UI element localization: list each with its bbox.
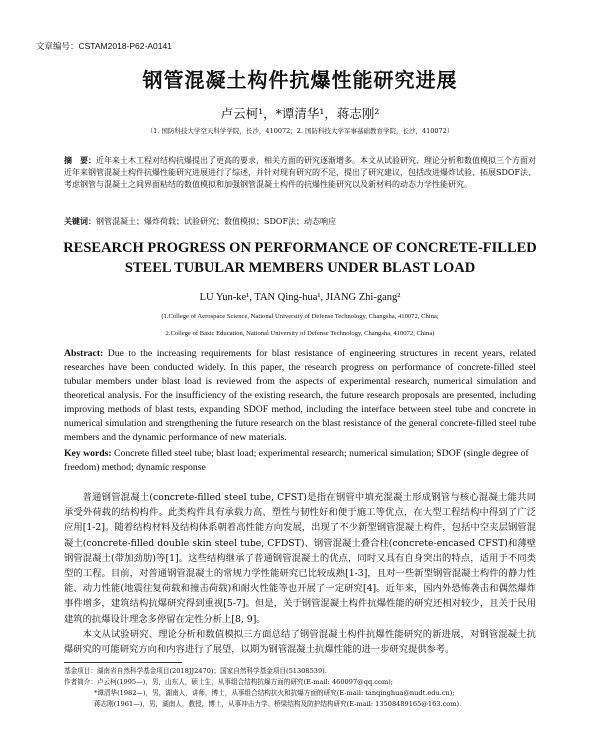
english-abstract xyxy=(64,347,536,445)
chinese-keywords-text: 钢管混凝土；爆炸荷载；试验研究；数值模拟；SDOF法；动态响应 xyxy=(96,217,337,226)
footnote-author-3: 蒋志刚(1961—)，男，湖南人，教授，博士，从事冲击力学、桥梁结构及防护结构研究(E-mail: 13508489165@163.com). xyxy=(94,700,462,708)
english-keywords-label: Key words: xyxy=(64,448,112,459)
footnote-author-1: 作者简介：卢云柯(1995—)，男，山东人，硕士生，从事组合结构抗爆方面的研究(E-mail: 460097@qq.com); xyxy=(64,678,393,686)
chinese-abstract xyxy=(64,154,536,191)
footnote-fund: 基金项目：湖南省自然科学基金项目(2018JJ2470)；国家自然科学基金项目(51308539). xyxy=(64,667,327,675)
chinese-title: 钢管混凝土构件抗爆性能研究进展 xyxy=(142,68,458,92)
english-authors: LU Yun-ke¹, TAN Qing-hua¹, JIANG Zhi-gang² xyxy=(199,292,401,303)
body-paragraph-1: 普通钢管混凝土(concrete-filled steel tube, CFST)是指在钢管中填充混凝土形成钢管与核心混凝土能共同承受外荷载的结构构件。此类构件具有承载力高、塑性与韧性好和便于施工等优点，在大型工程结构中得到了广泛应用[1-2]。随着结构材料及结构体系朝着高性能方向发展，出现了不少新型钢管混凝土构件，包括中空夹层钢管混凝土(concrete-filled double skin steel tube, CFDST)、钢管混凝土叠合柱(concrete-encased CFST)和薄壁钢管混凝土(带加劲肋)等[1]。这些结构继承了普通钢管混凝土的优点，同时又具有自身突出的特点，适用于不同类型的工程。目前，对普通钢管混凝土的常规力学性能研究已比较成熟[1-3]，且对一些新型钢管混凝土构件的静力性能、动力性能(地震往复荷载和撞击荷载)和耐火性能等也开展了一定研究[4]。近年来，国内外恐怖袭击和偶然爆炸事件增多，建筑结构抗爆研究得到重视[5-7]。但是，关于钢管混凝土构件抗爆性能的研究还相对较少，且关于民用建筑的抗爆设计理念多停留在定性分析上[8, 9]。 xyxy=(64,492,536,625)
footnotes xyxy=(64,666,544,710)
body-text xyxy=(64,490,536,657)
english-title xyxy=(0,238,600,278)
chinese-abstract-label: 摘 要： xyxy=(64,155,96,165)
chinese-authors: 卢云柯¹，*谭清华¹，蒋志刚² xyxy=(220,106,380,121)
english-affiliation-1: (1.College of Aerospace Science, National University of Defense Technology, Changsha, 410072, China; xyxy=(161,313,439,320)
chinese-abstract-text: 近年来土木工程对结构抗爆提出了更高的要求，相关方面的研究逐渐增多。本文从试验研究、理论分析和数值模拟三个方面对近年来钢管混凝土构件抗爆性能研究进展进行了综述，并针对现有研究的不足，提出了研究建议，包括改进爆炸试验、拓展SDOF法、考虑钢管与混凝土之间界面粘结的数值模拟和加强钢管混凝土构件的抗爆性能研究以及新材料的动态力学性能研究。 xyxy=(64,156,536,189)
chinese-keywords-label: 关键词： xyxy=(64,216,96,226)
body-paragraph-2: 本文从试验研究、理论分析和数值模拟三方面总结了钢管混凝土构件抗爆性能研究的新进展，对钢管混凝土抗爆研究的可能研究方向和内容进行了展望，以期为钢管混凝土抗爆性能的进一步研究提供参考。 xyxy=(64,628,536,656)
english-affiliations xyxy=(0,308,600,342)
chinese-affiliations: （1. 国防科技大学空天科学学院，长沙，410072；2. 国防科技大学军事基础教育学院，长沙，410072） xyxy=(146,127,454,135)
english-title-line-2: STEEL TUBULAR MEMBERS UNDER BLAST LOAD xyxy=(124,260,476,276)
english-keywords xyxy=(64,447,536,475)
article-number: 文章编号：CSTAM2018-P62-A0141 xyxy=(36,41,172,51)
english-keywords-text: Concrete filled steel tube; blast load; experimental research; numerical simulation; SDOF (single degree of freedom) method; dynamic response xyxy=(64,448,529,473)
english-title-line-1: RESEARCH PROGRESS ON PERFORMANCE OF CONCRETE-FILLED xyxy=(63,240,537,256)
footnote-author-2: *谭清华(1982—)，男，湖南人，讲师，博士，从事组合结构抗火和抗爆方面的研究(E-mail: tanqinghua@nudt.edu.cn); xyxy=(94,689,455,697)
footnote-divider xyxy=(64,662,182,663)
english-affiliation-2: 2.College of Basic Education, National University of Defense Technology, Changsha, 410072, China) xyxy=(165,330,435,337)
english-abstract-text: Due to the increasing requirements for blast resistance of engineering structures in recent years, related researches have been conducted widely. In this paper, the research progress on performance of concrete-filled steel tubular members under blast load is reviewed from the aspects of experimental research, numerical simulation and theoretical analysis. For the insufficiency of the existing research, the future research proposals are presented, including improving methods of blast tests, expanding SDOF method, including the interface between steel tube and concrete in numerical simulation and strengthening the future research on the blast resistance of the general concrete-filled steel tube members and the dynamic performance of new materials. xyxy=(64,348,536,443)
chinese-keywords xyxy=(64,216,536,227)
english-abstract-label: Abstract: xyxy=(64,348,104,359)
